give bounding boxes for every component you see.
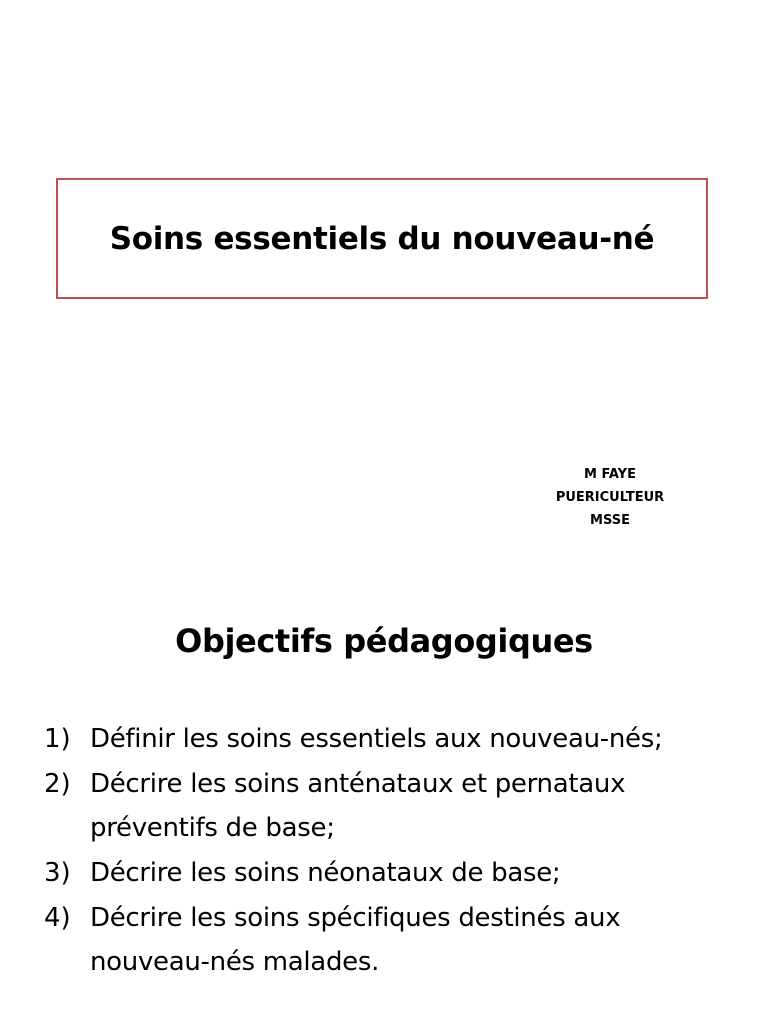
objective-item xyxy=(44,851,744,895)
objective-number: 1) xyxy=(44,724,71,754)
objective-text: Définir les soins essentiels aux nouveau-nés; xyxy=(90,724,663,754)
author-name: M FAYE xyxy=(584,467,636,482)
objective-text: Décrire les soins néonataux de base; xyxy=(90,858,561,888)
objective-text: Décrire les soins anténataux et pernataux préventifs de base; xyxy=(90,769,626,843)
objective-number: 2) xyxy=(44,769,71,799)
author-org: MSSE xyxy=(590,513,630,528)
author-role: PUERICULTEUR xyxy=(555,490,665,505)
objectives-list xyxy=(44,717,744,985)
objective-number: 3) xyxy=(44,858,71,888)
objective-item xyxy=(44,762,744,850)
objectives-heading: Objectifs pédagogiques xyxy=(175,622,593,660)
objective-item xyxy=(44,717,744,761)
slide-title: Soins essentiels du nouveau-né xyxy=(109,220,655,257)
author-block xyxy=(520,463,700,532)
objective-number: 4) xyxy=(44,903,71,933)
objective-item xyxy=(44,896,744,984)
objective-text: Décrire les soins spécifiques destinés aux nouveau-nés malades. xyxy=(90,903,621,977)
title-box xyxy=(56,178,708,299)
